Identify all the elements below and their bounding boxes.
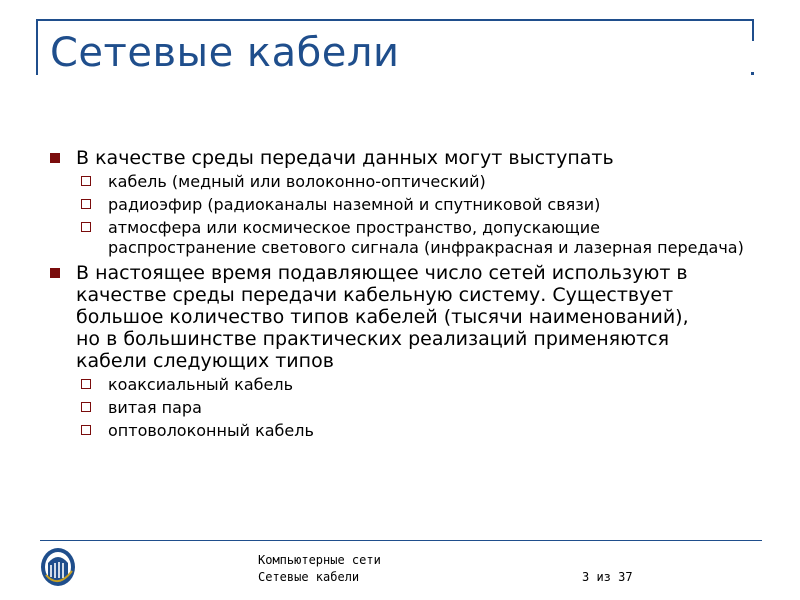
hollow-square-bullet-icon bbox=[81, 379, 91, 389]
bullet-text: В настоящее время подавляющее число сетей используют в качестве среды передачи кабельную систему. Существует большое количество типов кабелей (тысячи наименований), но в большинстве практических реализаций применяются кабели следующих типов bbox=[76, 262, 689, 372]
sub-bullet-item bbox=[48, 195, 768, 215]
page-number: 3 из 37 bbox=[582, 570, 633, 584]
title-frame-left bbox=[36, 19, 38, 75]
sub-bullet-text: кабель (медный или волоконно-оптический) bbox=[108, 172, 486, 191]
footer-topic: Сетевые кабели bbox=[258, 570, 360, 584]
hollow-square-bullet-icon bbox=[81, 199, 91, 209]
sub-bullet-item bbox=[48, 398, 768, 418]
sub-bullet-item bbox=[48, 218, 748, 258]
hollow-square-bullet-icon bbox=[81, 176, 91, 186]
sub-bullet-text: атмосфера или космическое пространство, допускающие распространение светового сигнала (инфракрасная и лазерная передача) bbox=[108, 218, 744, 257]
sub-bullet-item bbox=[48, 172, 768, 192]
sub-bullet-text: радиоэфир (радиоканалы наземной и спутниковой связи) bbox=[108, 195, 601, 214]
square-bullet-icon bbox=[50, 153, 60, 163]
sub-bullet-text: витая пара bbox=[108, 398, 202, 417]
footer-divider bbox=[40, 540, 762, 541]
title-frame-right bbox=[752, 19, 754, 41]
sub-bullet-text: коаксиальный кабель bbox=[108, 375, 293, 394]
hollow-square-bullet-icon bbox=[81, 222, 91, 232]
square-bullet-icon bbox=[50, 268, 60, 278]
hollow-square-bullet-icon bbox=[81, 425, 91, 435]
title-frame-top bbox=[36, 19, 754, 21]
hollow-square-bullet-icon bbox=[81, 402, 91, 412]
bullet-text: В качестве среды передачи данных могут выступать bbox=[76, 147, 614, 169]
title-dot bbox=[751, 72, 754, 75]
sub-bullet-text: оптоволоконный кабель bbox=[108, 421, 314, 440]
unn-university-logo-icon bbox=[40, 545, 76, 587]
slide-title: Сетевые кабели bbox=[50, 30, 400, 76]
sub-bullet-item bbox=[48, 421, 768, 441]
bullet-item bbox=[48, 147, 768, 169]
bullet-item bbox=[48, 262, 716, 372]
sub-bullet-item bbox=[48, 375, 768, 395]
bullet-list bbox=[48, 147, 768, 441]
footer-course: Компьютерные сети bbox=[258, 553, 381, 567]
